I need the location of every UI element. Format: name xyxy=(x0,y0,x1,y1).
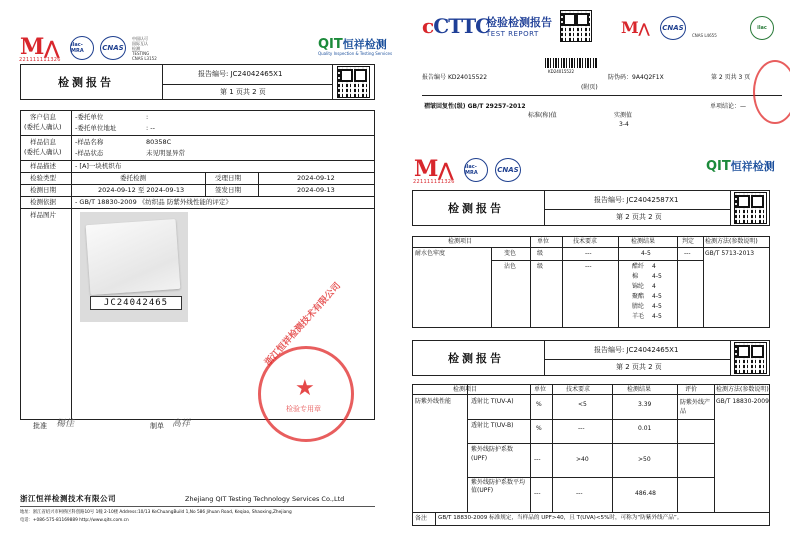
cttc-cnas-logo: CNAS xyxy=(660,16,686,40)
uv-header-method: 检测方法(参数说明) xyxy=(716,386,769,393)
mid-header-verdict: 判定 xyxy=(682,238,695,245)
uv-report-page: 检测报告 报告编号: JC24042465X1 第 2 页共 2 页 检测项目 单位 技术要求 检测结果 评价 检测方法(参数说明) 防紫外线性能 防紫外线产品 GB/T 18830-2009 透射比 T(UV-A) % <5 3.39 透射比 T(UV-B) % --- 0.01 紫外线防护系数 (UPF) --- >40 >50 紫外线防护系数平均值(UPF) --- --- 486.48 备注 GB/T 18830-2009 标准规定，当样品的 UPF>40，且 T(UVA)<5%时，可称为“防紫外线产品”。 xyxy=(398,336,790,554)
mid-qit-logo: QIT恒祥检测 xyxy=(706,159,775,174)
prepare-signature: 高祥 xyxy=(172,419,191,429)
entrust-unit-value: : xyxy=(146,113,149,121)
footer-phone: 电话：+086-575-81169889 http://www.qits.com.cn xyxy=(20,518,129,523)
left-qr-code xyxy=(337,66,370,98)
uv-table xyxy=(412,384,770,526)
mid-header-unit: 单位 xyxy=(537,238,550,245)
color-change-label: 变色 xyxy=(504,250,517,257)
test-type-label: 检验类型 xyxy=(30,174,56,182)
cttc-report-page xyxy=(398,0,790,145)
prepare-label: 制单 xyxy=(150,422,164,430)
client-info-label: 客户信息 xyxy=(30,113,56,121)
stamp-sub-text: 检验专用章 xyxy=(286,405,321,413)
uv-method: GB/T 18830-2009 xyxy=(716,398,769,405)
uv-qr-code xyxy=(734,342,767,374)
barcode xyxy=(545,58,597,68)
fabric-sample xyxy=(86,219,181,295)
received-date-label: 受理日期 xyxy=(215,174,241,182)
uv-report-no: 报告编号: JC24042465X1 xyxy=(594,346,679,354)
cn-accreditation-text: 中国认可 国际互认 检测 TESTING CNAS L3152 xyxy=(132,36,157,61)
left-page-info: 第 1 页共 2 页 xyxy=(220,88,266,96)
issue-date-label: 签发日期 xyxy=(215,186,241,194)
test-type-value: 委托检测 xyxy=(120,174,146,182)
stain-unit: 级 xyxy=(537,263,544,270)
approve-label: 批准 xyxy=(33,422,47,430)
remark-label: 备注 xyxy=(415,515,428,522)
cttc-title-en: TEST REPORT xyxy=(486,30,539,38)
uv-header-item: 检测项目 xyxy=(453,386,478,393)
sample-info-label-2: (委托人确认) xyxy=(24,148,62,156)
sample-state-label: -样品状态 xyxy=(75,149,104,157)
left-report-page xyxy=(0,0,392,554)
uv-title: 检测报告 xyxy=(448,352,504,365)
mid-ma-logo: M⋀ xyxy=(414,156,454,182)
standard-value: - GB/T 18830-2009 《纺织品 防紫外线性能的评定》 xyxy=(75,198,232,206)
cttc-anti-fake: 防伪码：9A4Q2F1X xyxy=(608,74,664,81)
sample-name-value: 80358C xyxy=(146,138,172,146)
colorfastness-report-page: M⋀ 221111111326 ilac-MRA CNAS QIT恒祥检测 检测报告 报告编号: JC24042587X1 第 2 页共 2 页 检测项目 单位 技术要求 检测结果 判定 检测方法(参数说明) 耐水色牢度 变色 级 --- 4-5 --- GB/T 5713-2013 沾色 级 --- 醋纤 4 棉 4-5 锦纶 4 聚酯 4-5 腈纶 4-5 羊毛 4-5 xyxy=(398,150,790,336)
issue-date-value: 2024-09-13 xyxy=(297,186,335,194)
remark-text: GB/T 18830-2009 标准规定，当样品的 UPF>40，且 T(UVA)<5%时，可称为“防紫外线产品”。 xyxy=(438,515,683,521)
sample-name-label: -样品名称 xyxy=(75,138,104,146)
entrust-address-value: : -- xyxy=(146,124,155,132)
mid-page-info: 第 2 页共 2 页 xyxy=(616,213,662,221)
mid-header-item: 检测项目 xyxy=(448,238,473,245)
test-date-value: 2024-09-12 至 2024-09-13 xyxy=(98,186,185,194)
color-change-verdict: --- xyxy=(684,250,691,257)
sample-desc-label: 样品描述 xyxy=(30,162,56,170)
sample-info-label: 样品信息 xyxy=(30,138,56,146)
left-report-no: 报告编号: JC24042465X1 xyxy=(198,70,283,78)
cnas-logo: CNAS xyxy=(100,36,126,60)
uv-header-eval: 评价 xyxy=(685,386,698,393)
photo-label: 样品图片 xyxy=(30,211,56,219)
mid-report-no: 报告编号: JC24042587X1 xyxy=(594,196,679,204)
footer-company-cn: 浙江恒祥检测技术有限公司 xyxy=(20,494,116,503)
cttc-report-no: 报告编号 KD24015522 xyxy=(422,74,488,81)
sample-state-value: 未见明显异常 xyxy=(146,149,185,157)
sample-tag: JC24042465 xyxy=(90,296,182,310)
entrust-address-label: -委托单位地址 xyxy=(75,124,117,132)
color-change-result: 4-5 xyxy=(641,250,651,257)
sample-photo xyxy=(80,212,188,322)
cttc-qr-code xyxy=(560,10,592,42)
uv-header-unit: 单位 xyxy=(534,386,547,393)
mid-header-method: 检测方法(参数说明) xyxy=(705,238,758,245)
colorfastness-method: GB/T 5713-2013 xyxy=(705,250,755,257)
stamp-star: ★ xyxy=(295,376,315,401)
uv-page-info: 第 2 页共 2 页 xyxy=(616,363,662,371)
cttc-cnas-code: CNAS L4655 xyxy=(692,33,717,38)
ilac-mra-logo: ilac-MRA xyxy=(70,36,94,60)
cttc-logo: cCTTC xyxy=(422,14,491,38)
approve-signature: 楊佳 xyxy=(56,419,75,429)
mid-qr-code xyxy=(734,192,767,224)
single-verdict: 单项结论：— xyxy=(710,103,747,110)
footer-company-en: Zhejiang QIT Testing Technology Services Co.,Ltd xyxy=(185,495,345,503)
received-date-value: 2024-09-12 xyxy=(297,174,335,182)
wrinkle-item: 褶皱回复性(级) GB/T 29257-2012 xyxy=(424,103,526,110)
color-change-unit: 级 xyxy=(537,250,544,257)
footer-address: 地址：浙江省绍兴市柯桥区科创路10号 1幢 2-10楼 Address:10/13 KeChuangBuild 1,No 586 Jihuan Road, Keqiao, Shaoxing,Zhejiang xyxy=(20,510,292,515)
standard-label: 检测依据 xyxy=(30,198,56,206)
color-change-req: --- xyxy=(585,250,592,257)
barcode-number: KD24015522 xyxy=(548,69,575,74)
standard-value-label: 标准(称)值 xyxy=(528,112,557,119)
cttc-title-cn: 检验检测报告 xyxy=(486,16,552,29)
measured-label: 实测值 xyxy=(614,112,633,119)
entrust-unit-label: -委托单位 xyxy=(75,113,104,121)
uv-item: 防紫外线性能 xyxy=(415,398,452,405)
cttc-ma-logo: M⋀ xyxy=(621,18,650,37)
mid-title: 检测报告 xyxy=(448,202,504,215)
cttc-subtitle: (附页) xyxy=(581,84,598,91)
mid-cnas-logo: CNAS xyxy=(495,158,521,182)
stamp-text: 浙江恒祥检测技术有限公司 xyxy=(263,281,343,369)
ma-code: 221111111326 xyxy=(19,57,61,63)
ma-logo: M⋀ xyxy=(20,34,60,60)
qit-subtitle: Quality Inspection & Testing Services xyxy=(318,51,393,56)
qit-logo: QIT恒祥检测 xyxy=(318,37,387,52)
stain-label: 沾色 xyxy=(504,263,517,270)
sample-desc-value: - [A]一块机织布 xyxy=(75,162,122,170)
mid-ma-code: 221111111326 xyxy=(413,179,455,185)
uv-header-req: 技术要求 xyxy=(566,386,591,393)
test-date-label: 检测日期 xyxy=(30,186,56,194)
cttc-page-info: 第 2 页共 3 页 xyxy=(711,74,751,81)
mid-header-req: 技术要求 xyxy=(573,238,598,245)
uv-evaluation: 防紫外线产品 xyxy=(680,399,711,415)
stain-req: --- xyxy=(585,263,592,270)
mid-header-result: 检测结果 xyxy=(631,238,656,245)
uv-header-result: 检测结果 xyxy=(627,386,652,393)
measured-value: 3-4 xyxy=(619,121,629,128)
mid-ilac-logo: ilac-MRA xyxy=(464,158,488,182)
cttc-ilac-logo: ilac xyxy=(750,16,774,40)
client-info-label-2: (委托人确认) xyxy=(24,123,62,131)
left-report-title: 检测报告 xyxy=(58,76,114,89)
cttc-stamp xyxy=(753,60,790,124)
colorfastness-item: 耐水色牢度 xyxy=(415,250,446,257)
